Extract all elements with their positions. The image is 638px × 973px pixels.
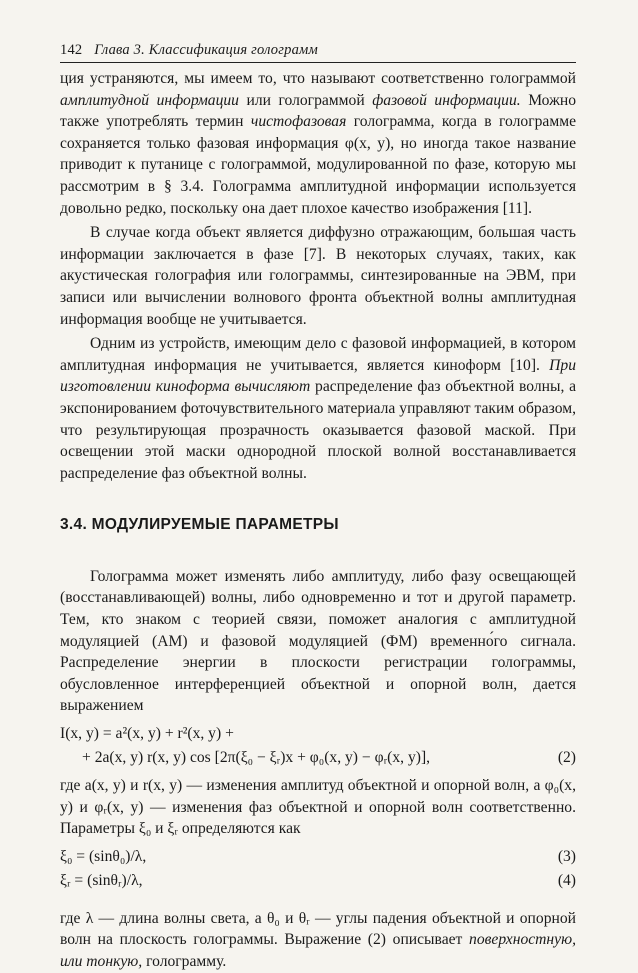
paragraph-6: где λ — длина волны света, а θ₀ и θᵣ — углы падения объектной и опорной волн на плоскость голограммы. Выражение (2) описывает поверхностную, или тонкую, голограмму. xyxy=(60,909,576,970)
section-heading: 3.4. МОДУЛИРУЕМЫЕ ПАРАМЕТРЫ xyxy=(60,516,339,534)
header-rule xyxy=(60,62,576,63)
paragraph-2: В случае когда объект является диффузно отражающим, большая часть информации заключается в фазе [7]. В некоторых случаях, таких, как акустическая голография или голограммы, синтезированные на ЭВМ, при записи или вычислении волнового фронта объектной волны амплитудная информация вообще не учитывается. xyxy=(60,224,576,328)
equation-4-number: (4) xyxy=(557,871,576,889)
paragraph-1: ция устраняются, мы имеем то, что называют соответственно голограммой амплитудной информации или голограммой фазовой информации. Можно также употреблять термин чистофазовая голограмма, когда в голограмме сохраняется только фазовая информация φ(x, y), но иногда такое название приводит к путанице с голограммой, модулированной по фазе, которую мы рассмотрим в § 3.4. Голограмма амплитудной информации используется довольно редко, поскольку она дает плохое качество изображения [11]. xyxy=(60,70,576,217)
paragraph-5: где a(x, y) и r(x, y) — изменения амплитуд объектной и опорной волн, а φ₀(x, y) и φᵣ(x, y) — изменения фаз объектной и опорной волн соответственно. Параметры ξ₀ и ξᵣ определяются как xyxy=(60,777,576,838)
running-title: Глава 3. Классификация голограмм xyxy=(94,42,318,58)
paragraph-3: Одним из устройств, имеющим дело с фазовой информацией, в котором амплитудная информация не учитывается, является киноформ [10]. При изготовлении киноформа вычисляют распределение фаз объектной волны, а экспонированием фоточувствительного материала управляют таким образом, что результирующая прозрачность оказывается фазовой маской. При освещении этой маски однородной плоской волной восстанавливается распределение фаз объектной волны. xyxy=(60,335,576,482)
page-number: 142 xyxy=(60,42,83,58)
equation-2-line-1: I(x, y) = a²(x, y) + r²(x, y) + xyxy=(60,725,234,743)
paragraph-4: Голограмма может изменять либо амплитуду, либо фазу освещающей (восстанавливающей) волны, либо одновременно и тот и другой параметр. Тем, кто знаком с теорией связи, поможет аналогия с амплитудной модуляцией (АМ) и фазовой модуляцией (ФМ) временно́го сигнала. Распределение энергии в плоскости регистрации голограммы, обусловленное интерференцией объектной и опорной волн, дается выражением xyxy=(60,567,576,715)
running-header xyxy=(60,42,576,59)
equation-2 xyxy=(60,723,576,771)
page-body xyxy=(60,68,576,973)
equation-3-number: (3) xyxy=(557,847,576,865)
equations-3-4 xyxy=(60,846,576,894)
equation-2-number: (2) xyxy=(557,749,576,767)
equation-4: ξᵣ = (sinθᵣ)/λ, xyxy=(60,871,143,889)
equation-2-line-2: + 2a(x, y) r(x, y) cos [2π(ξ₀ − ξᵣ)x + φ₀(x, y) − φᵣ(x, y)], xyxy=(82,749,431,767)
equation-3: ξ₀ = (sinθ₀)/λ, xyxy=(60,847,147,865)
